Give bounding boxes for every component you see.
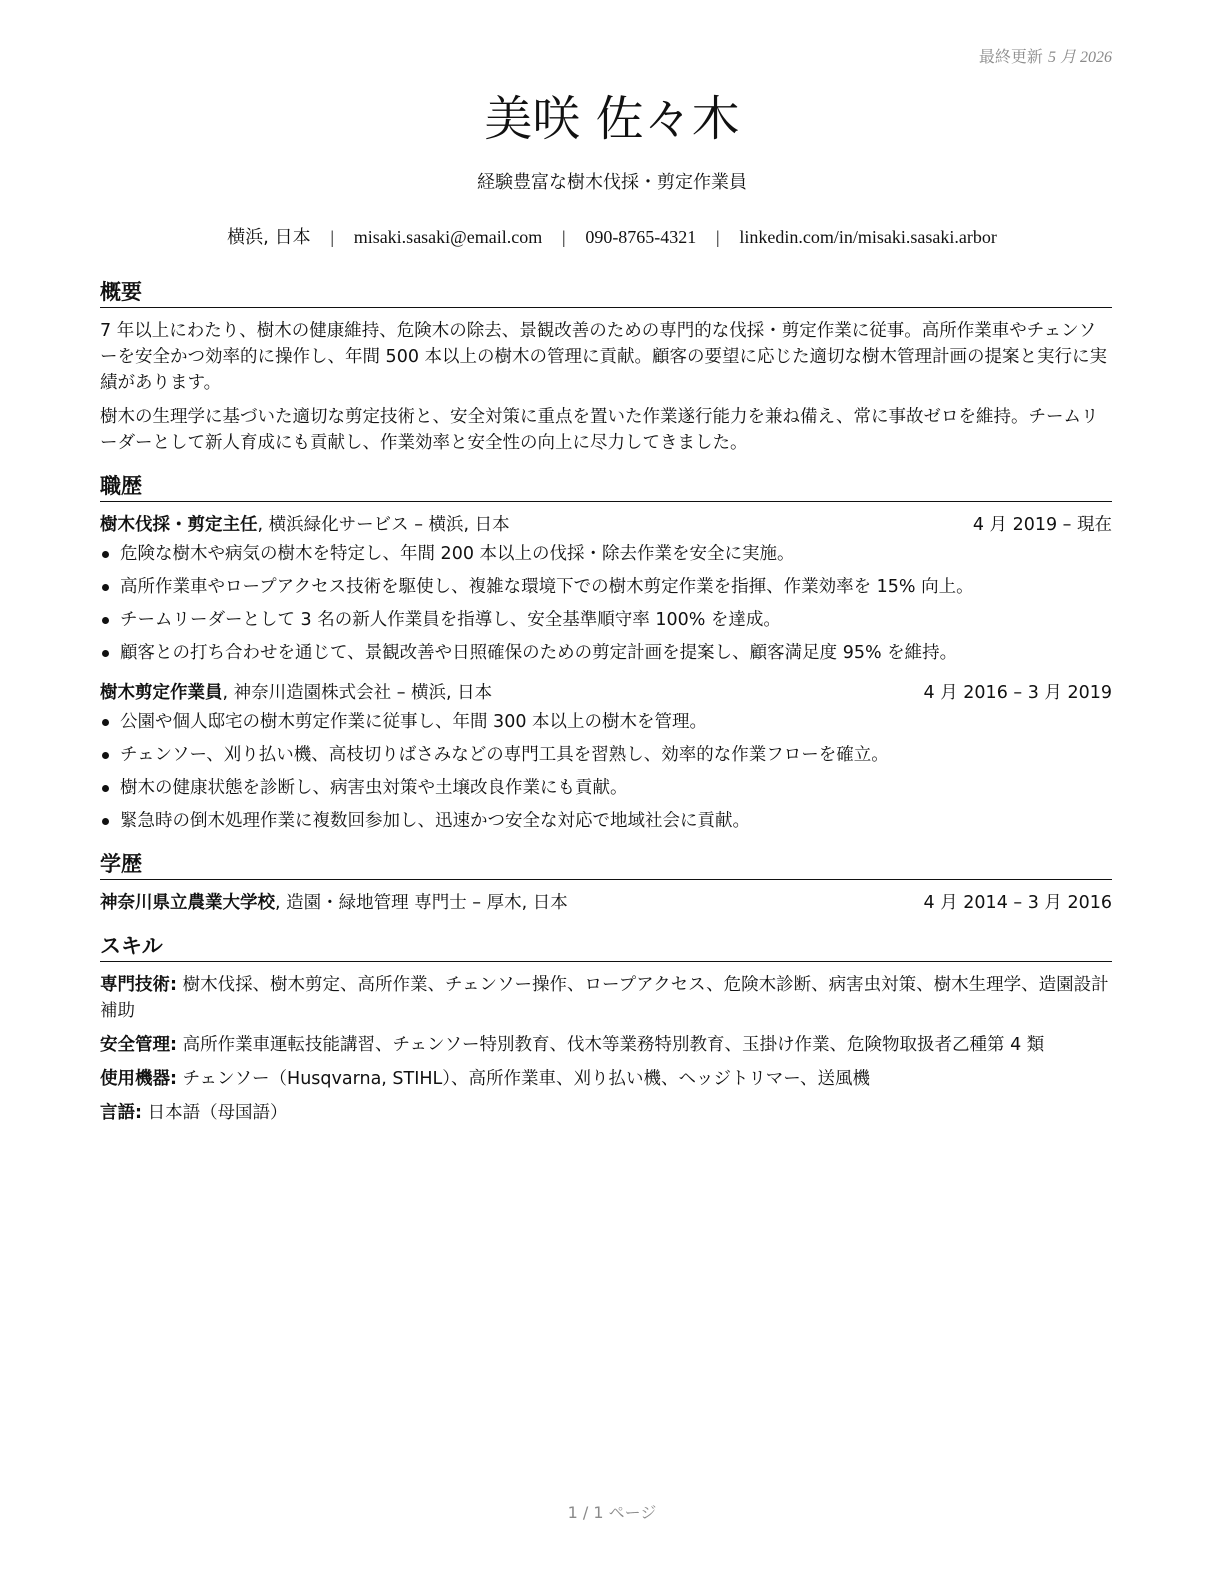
contact-linkedin[interactable]: linkedin.com/in/misaki.sasaki.arbor: [739, 227, 997, 247]
bullet-text: 危険な樹木や病気の樹木を特定し、年間 200 本以上の伐採・除去作業を安全に実施。: [120, 544, 795, 564]
job-header: [100, 680, 1112, 706]
list-item: [100, 775, 1112, 801]
list-item: [100, 541, 1112, 567]
bullet-icon: [102, 551, 109, 558]
contact-phone[interactable]: 090-8765-4321: [585, 227, 697, 247]
education-entry: [100, 890, 1112, 916]
job-org: , 神奈川造園株式会社 – 横浜, 日本: [222, 683, 493, 703]
bullet-text: 樹木の健康状態を診断し、病害虫対策や土壌改良作業にも貢献。: [120, 778, 628, 798]
list-item: [100, 640, 1112, 666]
skill-label: 専門技術:: [100, 975, 177, 995]
list-item: [100, 808, 1112, 834]
contact-separator: |: [716, 227, 720, 247]
candidate-tagline: 経験豊富な樹木伐採・剪定作業員: [477, 172, 747, 193]
bullet-icon: [102, 650, 109, 657]
resume-content: [100, 278, 1112, 1142]
experience-title: 職歴: [100, 472, 1112, 502]
education-line: [100, 890, 568, 916]
last-updated-prefix: 最終更新: [978, 47, 1043, 66]
bullet-text: チームリーダーとして 3 名の新人作業員を指導し、安全基準順守率 100% を達成。: [120, 610, 781, 630]
bullet-text: 顧客との打ち合わせを通じて、景観改善や日照確保のための剪定計画を提案し、顧客満足度 95% を維持。: [120, 643, 958, 663]
last-updated-date: 5 月 2026: [1047, 49, 1112, 66]
bullet-text: 公園や個人邸宅の樹木剪定作業に従事し、年間 300 本以上の樹木を管理。: [120, 712, 708, 732]
skill-row: [100, 1032, 1112, 1058]
school-name: 神奈川県立農業大学校: [100, 893, 275, 913]
skill-value: 日本語（母国語）: [142, 1103, 288, 1123]
summary-paragraph: 樹木の生理学に基づいた適切な剪定技術と、安全対策に重点を置いた作業遂行能力を兼ね備え、常に事故ゼロを維持。チームリーダーとして新人育成にも貢献し、作業効率と安全性の向上に尽力してきました。: [100, 407, 1099, 453]
bullet-icon: [102, 719, 109, 726]
job-org: , 横浜緑化サービス – 横浜, 日本: [257, 515, 510, 535]
bullet-icon: [102, 818, 109, 825]
skill-row: [100, 1066, 1112, 1092]
job-bullets: [100, 709, 1112, 834]
job-dates: 4 月 2019 – 現在: [972, 515, 1112, 535]
skill-label: 使用機器:: [100, 1069, 177, 1089]
contact-separator: |: [561, 227, 566, 247]
education-title: 学歴: [100, 850, 1112, 880]
summary-paragraph: 7 年以上にわたり、樹木の健康維持、危険木の除去、景観改善のための専門的な伐採・剪定作業に従事。高所作業車やチェンソーを安全かつ効率的に操作し、年間 500 本以上の樹木の管理に貢献。顧客の要望に応じた適切な樹木管理計画の提案と実行に実績があります。: [100, 321, 1108, 393]
bullet-icon: [102, 584, 109, 591]
job-role: 樹木伐採・剪定主任: [100, 515, 258, 535]
skills-title: スキル: [100, 932, 1112, 962]
summary-title: 概要: [100, 278, 1112, 308]
education-detail: , 造園・緑地管理 専門士 – 厚木, 日本: [275, 893, 568, 913]
bullet-text: 高所作業車やロープアクセス技術を駆使し、複雑な環境下での樹木剪定作業を指揮、作業効率を 15% 向上。: [120, 577, 974, 597]
bullet-icon: [102, 752, 109, 759]
education-dates: 4 月 2014 – 3 月 2016: [923, 893, 1112, 913]
job-header: [100, 512, 1112, 538]
list-item: [100, 574, 1112, 600]
list-item: [100, 742, 1112, 768]
page-number: 1 / 1 ページ: [567, 1503, 657, 1522]
job-bullets: [100, 541, 1112, 666]
contact-email[interactable]: misaki.sasaki@email.com: [353, 227, 543, 247]
job-dates: 4 月 2016 – 3 月 2019: [923, 683, 1112, 703]
summary-section: [100, 278, 1112, 456]
skill-value: 高所作業車運転技能講習、チェンソー特別教育、伐木等業務特別教育、玉掛け作業、危険物取扱者乙種第 4 類: [177, 1035, 1045, 1055]
candidate-name: 美咲 佐々木: [484, 91, 740, 147]
bullet-text: 緊急時の倒木処理作業に複数回参加し、迅速かつ安全な対応で地域社会に貢献。: [120, 811, 750, 831]
job-entry: [100, 512, 1112, 666]
last-updated: [979, 44, 1112, 67]
skill-label: 言語:: [100, 1103, 142, 1123]
education-section: [100, 850, 1112, 916]
skill-value: 樹木伐採、樹木剪定、高所作業、チェンソー操作、ロープアクセス、危険木診断、病害虫対策、樹木生理学、造園設計補助: [100, 975, 1109, 1021]
skills-section: [100, 932, 1112, 1126]
list-item: [100, 607, 1112, 633]
skill-label: 安全管理:: [100, 1035, 177, 1055]
contact-line: [0, 224, 1224, 251]
job-title-line: [100, 680, 492, 706]
bullet-text: チェンソー、刈り払い機、高枝切りばさみなどの専門工具を習熟し、効率的な作業フローを確立。: [120, 745, 889, 765]
contact-location: 横浜, 日本: [227, 227, 311, 248]
contact-separator: |: [330, 227, 334, 247]
bullet-icon: [102, 785, 109, 792]
skill-row: [100, 972, 1112, 1024]
list-item: [100, 709, 1112, 735]
job-title-line: [100, 512, 510, 538]
bullet-icon: [102, 617, 109, 624]
job-role: 樹木剪定作業員: [100, 683, 223, 703]
skill-row: [100, 1100, 1112, 1126]
skill-value: チェンソー（Husqvarna, STIHL）、高所作業車、刈り払い機、ヘッジトリマー、送風機: [177, 1069, 870, 1089]
experience-section: [100, 472, 1112, 834]
job-entry: [100, 680, 1112, 834]
